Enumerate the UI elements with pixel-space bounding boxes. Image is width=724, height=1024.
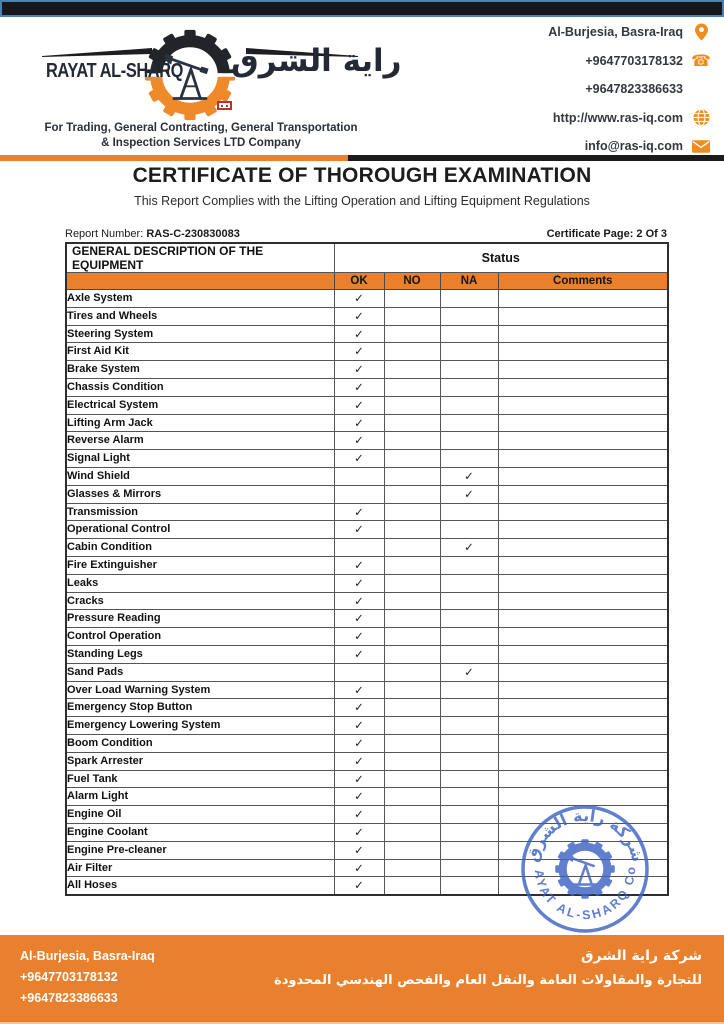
footer-phone2: +9647823386633 <box>20 991 118 1005</box>
phone1-text: +9647703178132 <box>585 53 683 68</box>
equipment-label: Standing Legs <box>66 645 334 663</box>
checkmark-cell: ✓ <box>334 432 384 450</box>
empty-status-cell <box>440 717 498 735</box>
equipment-label: Fuel Tank <box>66 770 334 788</box>
table-row <box>66 752 668 770</box>
empty-status-cell <box>384 877 440 895</box>
empty-status-cell <box>384 628 440 646</box>
equipment-label: Emergency Lowering System <box>66 717 334 735</box>
empty-status-cell <box>384 325 440 343</box>
empty-status-cell <box>384 770 440 788</box>
equipment-label: Alarm Light <box>66 788 334 806</box>
empty-status-cell <box>440 325 498 343</box>
table-row <box>66 610 668 628</box>
checkmark-cell: ✓ <box>334 699 384 717</box>
comments-cell <box>498 645 668 663</box>
table-row <box>66 574 668 592</box>
equipment-label: Engine Pre-cleaner <box>66 841 334 859</box>
checkmark-cell: ✓ <box>334 628 384 646</box>
empty-status-cell <box>384 378 440 396</box>
comments-cell <box>498 717 668 735</box>
certificate-page: Certificate Page: 2 Of 3 <box>546 228 667 240</box>
empty-status-cell <box>384 717 440 735</box>
empty-status-cell <box>384 788 440 806</box>
footer-contact-block <box>20 946 155 1009</box>
comments-cell <box>498 734 668 752</box>
table-row <box>66 503 668 521</box>
empty-header-cell <box>66 273 334 290</box>
equipment-label: Operational Control <box>66 521 334 539</box>
empty-status-cell <box>440 806 498 824</box>
checkmark-cell: ✓ <box>334 681 384 699</box>
empty-status-cell <box>334 467 384 485</box>
checkmark-cell: ✓ <box>334 841 384 859</box>
table-row <box>66 770 668 788</box>
empty-status-cell <box>334 663 384 681</box>
stamp-text-ar: شركة راية الشرق <box>522 805 648 864</box>
table-row <box>66 628 668 646</box>
header-contact-block <box>480 22 710 165</box>
comments-cell <box>498 556 668 574</box>
website-text[interactable]: http://www.ras-iq.com <box>552 110 683 125</box>
no-header: NO <box>384 273 440 290</box>
table-row <box>66 592 668 610</box>
checkmark-cell: ✓ <box>334 521 384 539</box>
empty-status-cell <box>440 432 498 450</box>
equipment-label: Control Operation <box>66 628 334 646</box>
equipment-label: Electrical System <box>66 396 334 414</box>
phone-icon: ☎ <box>691 50 711 70</box>
empty-status-cell <box>440 290 498 308</box>
table-row <box>66 645 668 663</box>
footer <box>0 935 724 1024</box>
table-row <box>66 450 668 468</box>
equipment-label: Over Load Warning System <box>66 681 334 699</box>
checkmark-cell: ✓ <box>334 414 384 432</box>
empty-status-cell <box>440 628 498 646</box>
footer-description-ar: للتجارة والمقاولات العامة والنقل العام والفحص الهندسي المحدودة <box>274 973 702 988</box>
equipment-label: Cabin Condition <box>66 539 334 557</box>
empty-status-cell <box>440 823 498 841</box>
checkmark-cell: ✓ <box>334 361 384 379</box>
empty-status-cell <box>334 539 384 557</box>
equipment-label: Cracks <box>66 592 334 610</box>
equipment-label: Emergency Stop Button <box>66 699 334 717</box>
company-name-en: RAYAT AL-SHARQ <box>46 60 184 82</box>
comments-cell <box>498 343 668 361</box>
empty-status-cell <box>384 663 440 681</box>
stamp-gear-icon <box>555 839 615 899</box>
empty-status-cell <box>440 556 498 574</box>
table-header-row-2 <box>66 273 668 290</box>
checkmark-cell: ✓ <box>334 823 384 841</box>
comments-cell <box>498 432 668 450</box>
empty-status-cell <box>334 485 384 503</box>
checkmark-cell: ✓ <box>334 450 384 468</box>
equipment-label: Pressure Reading <box>66 610 334 628</box>
empty-status-cell <box>440 450 498 468</box>
empty-status-cell <box>384 307 440 325</box>
comments-header: Comments <box>498 273 668 290</box>
comments-cell <box>498 414 668 432</box>
comments-cell <box>498 752 668 770</box>
empty-status-cell <box>440 877 498 895</box>
empty-status-cell <box>384 556 440 574</box>
empty-status-cell <box>440 645 498 663</box>
comments-cell <box>498 539 668 557</box>
table-row <box>66 307 668 325</box>
contact-email-row[interactable] <box>480 136 710 156</box>
equipment-label: Air Filter <box>66 859 334 877</box>
footer-company-ar: شركة راية الشرق <box>581 948 702 964</box>
equipment-label: Transmission <box>66 503 334 521</box>
empty-status-cell <box>440 343 498 361</box>
empty-status-cell <box>440 788 498 806</box>
table-row <box>66 681 668 699</box>
empty-status-cell <box>384 343 440 361</box>
report-meta <box>65 228 667 240</box>
top-accent-bar <box>0 0 724 17</box>
table-row <box>66 663 668 681</box>
contact-phone2-row <box>480 79 710 99</box>
equipment-label: Reverse Alarm <box>66 432 334 450</box>
table-row <box>66 734 668 752</box>
checkmark-cell: ✓ <box>440 485 498 503</box>
checkmark-cell: ✓ <box>440 663 498 681</box>
empty-status-cell <box>440 859 498 877</box>
checkmark-cell: ✓ <box>334 717 384 735</box>
comments-cell <box>498 307 668 325</box>
comments-cell <box>498 574 668 592</box>
empty-status-cell <box>384 734 440 752</box>
table-row <box>66 717 668 735</box>
tagline-line2: & Inspection Services LTD Company <box>101 136 301 149</box>
checkmark-cell: ✓ <box>334 592 384 610</box>
table-row <box>66 414 668 432</box>
empty-status-cell <box>384 806 440 824</box>
equipment-label: Lifting Arm Jack <box>66 414 334 432</box>
equipment-label: Spark Arrester <box>66 752 334 770</box>
equipment-label: Chassis Condition <box>66 378 334 396</box>
empty-status-cell <box>440 734 498 752</box>
checkmark-cell: ✓ <box>334 788 384 806</box>
comments-cell <box>498 450 668 468</box>
comments-cell <box>498 396 668 414</box>
empty-status-cell <box>440 361 498 379</box>
equipment-label: Boom Condition <box>66 734 334 752</box>
checkmark-cell: ✓ <box>334 806 384 824</box>
table-row <box>66 343 668 361</box>
comments-cell <box>498 325 668 343</box>
equipment-label: Leaks <box>66 574 334 592</box>
table-row <box>66 325 668 343</box>
table-row <box>66 467 668 485</box>
comments-cell <box>498 503 668 521</box>
empty-status-cell <box>440 378 498 396</box>
contact-address-row <box>480 22 710 42</box>
status-column-header: Status <box>334 243 668 273</box>
comments-cell <box>498 290 668 308</box>
empty-status-cell <box>440 610 498 628</box>
table-row <box>66 290 668 308</box>
checkmark-cell: ✓ <box>334 325 384 343</box>
table-row <box>66 521 668 539</box>
equipment-label: Sand Pads <box>66 663 334 681</box>
comments-cell <box>498 681 668 699</box>
empty-status-cell <box>440 396 498 414</box>
empty-status-cell <box>384 503 440 521</box>
empty-status-cell <box>384 467 440 485</box>
table-row <box>66 699 668 717</box>
comments-cell <box>498 361 668 379</box>
comments-cell <box>498 467 668 485</box>
empty-status-cell <box>384 485 440 503</box>
checkmark-cell: ✓ <box>334 290 384 308</box>
equipment-label: Fire Extinguisher <box>66 556 334 574</box>
empty-status-cell <box>384 859 440 877</box>
comments-cell <box>498 485 668 503</box>
email-text[interactable]: info@ras-iq.com <box>584 139 683 153</box>
empty-status-cell <box>384 574 440 592</box>
equipment-label: Axle System <box>66 290 334 308</box>
empty-status-cell <box>440 574 498 592</box>
empty-status-cell <box>384 699 440 717</box>
table-row <box>66 396 668 414</box>
footer-address: Al-Burjesia, Basra-Iraq <box>20 949 155 963</box>
empty-status-cell <box>440 770 498 788</box>
checkmark-cell: ✓ <box>334 734 384 752</box>
equipment-label: Wind Shield <box>66 467 334 485</box>
comments-cell <box>498 378 668 396</box>
empty-status-cell <box>440 841 498 859</box>
empty-status-cell <box>384 752 440 770</box>
checkmark-cell: ✓ <box>334 396 384 414</box>
phone2-text: +9647823386633 <box>585 82 683 96</box>
checkmark-cell: ✓ <box>334 610 384 628</box>
empty-status-cell <box>384 450 440 468</box>
empty-status-cell <box>384 521 440 539</box>
icon-spacer <box>692 79 710 99</box>
header-divider-orange <box>0 155 348 161</box>
comments-cell <box>498 628 668 646</box>
empty-status-cell <box>384 290 440 308</box>
page-title: CERTIFICATE OF THOROUGH EXAMINATION <box>132 164 592 187</box>
equipment-label: Engine Coolant <box>66 823 334 841</box>
table-row <box>66 432 668 450</box>
description-column-header: GENERAL DESCRIPTION OF THE EQUIPMENT <box>66 243 334 273</box>
checkmark-cell: ✓ <box>334 752 384 770</box>
table-row <box>66 556 668 574</box>
empty-status-cell <box>384 396 440 414</box>
empty-status-cell <box>384 361 440 379</box>
comments-cell <box>498 592 668 610</box>
report-number: Report Number: RAS-C-230830083 <box>65 228 240 240</box>
logo-red-chip <box>217 101 232 110</box>
company-stamp <box>512 798 658 940</box>
envelope-icon <box>692 136 710 156</box>
equipment-label: Engine Oil <box>66 806 334 824</box>
empty-status-cell <box>440 592 498 610</box>
empty-status-cell <box>440 521 498 539</box>
location-pin-icon <box>692 22 710 42</box>
empty-status-cell <box>384 610 440 628</box>
checkmark-cell: ✓ <box>334 645 384 663</box>
checkmark-cell: ✓ <box>334 307 384 325</box>
equipment-label: Tires and Wheels <box>66 307 334 325</box>
page-subtitle: This Report Complies with the Lifting Operation and Lifting Equipment Regulations <box>134 194 590 208</box>
logo-swoosh-left <box>42 48 152 57</box>
empty-status-cell <box>384 432 440 450</box>
comments-cell <box>498 521 668 539</box>
empty-status-cell <box>384 539 440 557</box>
table-row <box>66 378 668 396</box>
address-text: Al-Burjesia, Basra-Iraq <box>548 25 683 39</box>
empty-status-cell <box>384 592 440 610</box>
stamp-text-en: RAYAT AL-SHARQ Co. <box>531 858 639 923</box>
checkmark-cell: ✓ <box>440 467 498 485</box>
empty-status-cell <box>440 752 498 770</box>
checkmark-cell: ✓ <box>334 378 384 396</box>
table-row <box>66 361 668 379</box>
company-name-ar: راية الشرق <box>231 43 402 79</box>
checkmark-cell: ✓ <box>334 556 384 574</box>
empty-status-cell <box>384 645 440 663</box>
company-tagline <box>10 121 392 150</box>
svg-text:شركة راية الشرق <box>522 806 647 864</box>
footer-arabic-block <box>274 943 702 993</box>
equipment-label: First Aid Kit <box>66 343 334 361</box>
empty-status-cell <box>440 307 498 325</box>
checkmark-cell: ✓ <box>334 503 384 521</box>
empty-status-cell <box>384 414 440 432</box>
comments-cell <box>498 770 668 788</box>
footer-phone1: +9647703178132 <box>20 970 118 984</box>
empty-status-cell <box>384 823 440 841</box>
equipment-label: Signal Light <box>66 450 334 468</box>
contact-phone1-row <box>480 51 710 71</box>
globe-icon <box>692 108 710 128</box>
empty-status-cell <box>384 841 440 859</box>
empty-status-cell <box>440 414 498 432</box>
tagline-line1: For Trading, General Contracting, General Transportation <box>44 122 358 134</box>
equipment-label: Steering System <box>66 325 334 343</box>
na-header: NA <box>440 273 498 290</box>
comments-cell <box>498 699 668 717</box>
equipment-label: Brake System <box>66 361 334 379</box>
empty-status-cell <box>440 503 498 521</box>
checkmark-cell: ✓ <box>334 770 384 788</box>
checkmark-cell: ✓ <box>440 539 498 557</box>
table-header-row-1 <box>66 243 668 273</box>
checkmark-cell: ✓ <box>334 574 384 592</box>
comments-cell <box>498 610 668 628</box>
checkmark-cell: ✓ <box>334 859 384 877</box>
checkmark-cell: ✓ <box>334 877 384 895</box>
empty-status-cell <box>440 699 498 717</box>
empty-status-cell <box>384 681 440 699</box>
empty-status-cell <box>440 681 498 699</box>
equipment-label: Glasses & Mirrors <box>66 485 334 503</box>
contact-website-row[interactable] <box>480 108 710 128</box>
comments-cell <box>498 663 668 681</box>
table-row <box>66 485 668 503</box>
ok-header: OK <box>334 273 384 290</box>
header-divider-black <box>348 155 724 161</box>
table-row <box>66 539 668 557</box>
equipment-label: All Hoses <box>66 877 334 895</box>
checkmark-cell: ✓ <box>334 343 384 361</box>
